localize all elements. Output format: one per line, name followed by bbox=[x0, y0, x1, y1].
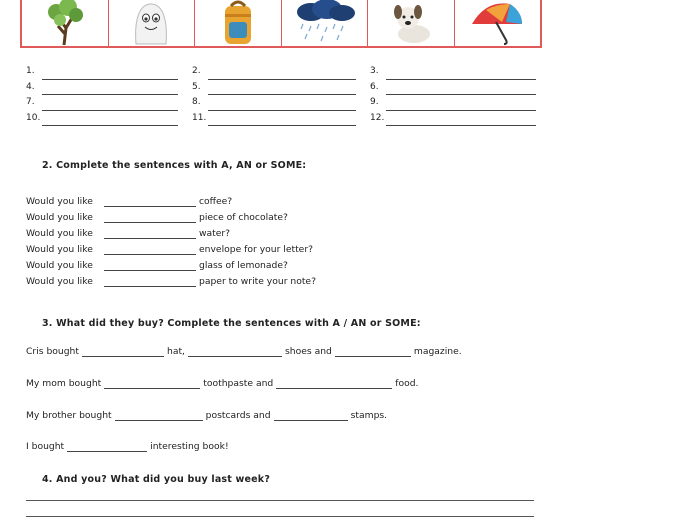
blank-number: 1. bbox=[26, 66, 35, 76]
numbered-blanks bbox=[26, 64, 546, 126]
sentence-part: shoes and bbox=[284, 346, 332, 357]
answer-line[interactable] bbox=[26, 500, 534, 501]
sentence-blank[interactable] bbox=[276, 378, 392, 389]
answer-blank-7[interactable] bbox=[42, 99, 178, 111]
blank-number: 9. bbox=[370, 97, 379, 107]
sentence-part: hat, bbox=[167, 346, 185, 357]
sentence-blank[interactable] bbox=[104, 228, 196, 239]
sentence-end: magazine. bbox=[413, 346, 462, 357]
sentence-ending: piece of chocolate? bbox=[199, 212, 288, 223]
blank-number: 3. bbox=[370, 66, 379, 76]
sentence-blank[interactable] bbox=[104, 244, 196, 255]
section3-title: 3. What did they buy? Complete the sentences with A / AN or SOME: bbox=[42, 318, 421, 329]
section2-title: 2. Complete the sentences with A, AN or SOME: bbox=[42, 160, 307, 171]
blank-row bbox=[26, 80, 546, 96]
sentence-lead: Would you like bbox=[26, 228, 93, 239]
sentence-blank[interactable] bbox=[115, 410, 203, 421]
sentence-row bbox=[26, 239, 316, 255]
answer-line[interactable] bbox=[26, 516, 534, 517]
picture-cell-ghost bbox=[109, 0, 196, 46]
umbrella-icon bbox=[462, 0, 532, 46]
blank-number: 5. bbox=[192, 81, 201, 92]
sentence-blank[interactable] bbox=[82, 346, 164, 357]
dog-icon bbox=[376, 0, 446, 46]
sentence-row bbox=[26, 191, 316, 207]
backpack-icon bbox=[203, 0, 273, 46]
answer-blank-12[interactable] bbox=[386, 114, 536, 126]
blank-row bbox=[26, 64, 546, 80]
sentence-end: stamps. bbox=[350, 410, 388, 421]
sentence-row bbox=[26, 271, 316, 287]
sentence-ending: coffee? bbox=[199, 196, 233, 207]
answer-blank-8[interactable] bbox=[208, 99, 356, 111]
sentence-start: My brother bought bbox=[26, 410, 112, 421]
picture-cell-umbrella bbox=[455, 0, 541, 46]
answer-blank-6[interactable] bbox=[386, 83, 536, 95]
answer-blank-4[interactable] bbox=[42, 83, 178, 95]
blank-number: 10. bbox=[26, 112, 41, 123]
sentence-blank[interactable] bbox=[188, 346, 282, 357]
tree-icon bbox=[30, 0, 100, 46]
sentence-lead: Would you like bbox=[26, 244, 93, 255]
sentence-ending: water? bbox=[199, 228, 231, 239]
section3-sentence-1 bbox=[26, 346, 462, 357]
sentence-blank[interactable] bbox=[335, 346, 411, 357]
sentence-lead: Would you like bbox=[26, 260, 93, 271]
sentence-ending: paper to write your note? bbox=[199, 276, 316, 287]
blank-row bbox=[26, 95, 546, 111]
rain-cloud-icon bbox=[289, 0, 359, 46]
blank-number: 8. bbox=[192, 97, 201, 107]
cartoon-ghost-icon bbox=[116, 0, 186, 46]
answer-blank-2[interactable] bbox=[208, 68, 356, 80]
section3-sentence-2 bbox=[26, 378, 418, 389]
sentence-blank[interactable] bbox=[67, 441, 147, 452]
answer-blank-5[interactable] bbox=[208, 83, 356, 95]
answer-blank-3[interactable] bbox=[386, 68, 536, 80]
blank-number: 11. bbox=[192, 112, 207, 123]
sentence-start: Cris bought bbox=[26, 346, 79, 357]
picture-cell-backpack bbox=[195, 0, 282, 46]
blank-number: 7. bbox=[26, 97, 35, 107]
sentence-part: toothpaste and bbox=[203, 378, 274, 389]
sentence-row bbox=[26, 207, 316, 223]
picture-cell-tree bbox=[22, 0, 109, 46]
sentence-start: My mom bought bbox=[26, 378, 102, 389]
sentence-end: interesting book! bbox=[150, 441, 229, 452]
section3-sentence-4 bbox=[26, 441, 229, 452]
sentence-lead: Would you like bbox=[26, 276, 93, 287]
sentence-ending: glass of lemonade? bbox=[199, 260, 288, 271]
blank-number: 6. bbox=[370, 81, 379, 92]
sentence-start: I bought bbox=[26, 441, 65, 452]
blank-row bbox=[26, 111, 546, 127]
answer-blank-11[interactable] bbox=[208, 114, 356, 126]
sentence-row bbox=[26, 255, 316, 271]
sentence-ending: envelope for your letter? bbox=[199, 244, 313, 255]
picture-strip bbox=[20, 0, 542, 48]
picture-cell-rain bbox=[282, 0, 369, 46]
sentence-blank[interactable] bbox=[104, 196, 196, 207]
sentence-blank[interactable] bbox=[104, 378, 200, 389]
blank-number: 4. bbox=[26, 81, 35, 92]
sentence-blank[interactable] bbox=[104, 260, 196, 271]
answer-blank-10[interactable] bbox=[42, 114, 178, 126]
answer-blank-9[interactable] bbox=[386, 99, 536, 111]
section2-sentences bbox=[26, 191, 316, 287]
answer-blank-1[interactable] bbox=[42, 68, 178, 80]
section3-sentence-3 bbox=[26, 410, 387, 421]
sentence-blank[interactable] bbox=[104, 212, 196, 223]
sentence-lead: Would you like bbox=[26, 196, 93, 207]
sentence-row bbox=[26, 223, 316, 239]
blank-number: 2. bbox=[192, 66, 201, 76]
sentence-end: food. bbox=[395, 378, 419, 389]
sentence-lead: Would you like bbox=[26, 212, 93, 223]
picture-cell-dog bbox=[368, 0, 455, 46]
sentence-part: postcards and bbox=[205, 410, 271, 421]
sentence-blank[interactable] bbox=[104, 276, 196, 287]
section4-title: 4. And you? What did you buy last week? bbox=[42, 474, 271, 485]
sentence-blank[interactable] bbox=[274, 410, 348, 421]
blank-number: 12. bbox=[370, 112, 385, 123]
